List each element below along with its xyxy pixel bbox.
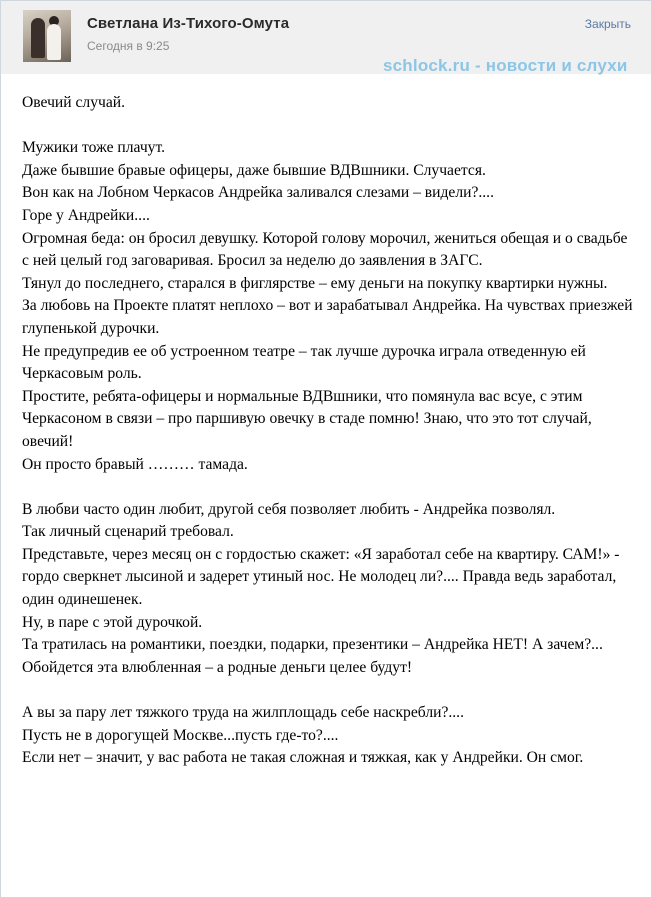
post-line: Огромная беда: он бросил девушку. Которой голову морочил, жениться обещая и о свадьбе с ней целый год заговаривая. Бросил за неделю до заявления в ЗАГС. [22, 229, 628, 270]
author-avatar[interactable] [23, 10, 71, 62]
author-name-link[interactable]: Светлана Из-Тихого-Омута [87, 15, 290, 32]
post-line: Он просто бравый ……… тамада. [22, 455, 248, 473]
post-line: Представьте, через месяц он с гордостью скажет: «Я заработал себе на квартиру. САМ!» - гордо сверкнет лысиной и задерет утиный нос. Не молодец ли?.... Правда ведь заработал, один одинешенек. [22, 545, 620, 609]
avatar-figure-right [47, 24, 61, 60]
post-title: Овечий случай. [22, 94, 126, 111]
post-line: Если нет – значит, у вас работа не такая сложная и тяжкая, как у Андрейки. Он смог. [22, 749, 584, 767]
post-line: А вы за пару лет тяжкого труда на жилплощадь себе наскребли?.... [22, 704, 464, 722]
avatar-figure-left [31, 18, 45, 58]
post-line: За любовь на Проекте платят неплохо – вот и зарабатывал Андрейка. На чувствах приезжей глупенькой дурочки. [22, 297, 633, 337]
post-line: Ну, в паре с этой дурочкой. [22, 613, 203, 631]
post-body [22, 92, 634, 770]
paragraph-gap [22, 115, 634, 138]
paragraph-gap [22, 679, 634, 702]
post-line: В любви часто один любит, другой себя позволяет любить - Андрейка позволял. [22, 500, 556, 518]
post-line: Пусть не в дорогущей Москве...пусть где-то?.... [22, 726, 339, 744]
post-line: Вон как на Лобном Черкасов Андрейка заливался слезами – видели?.... [22, 184, 494, 202]
post-line: Обойдется эта влюбленная – а родные деньги целее будут! [22, 658, 413, 676]
post-line: Не предупредив ее об устроенном театре – так лучше дурочка играла отведенную ей Черкасовым роль. [22, 342, 586, 383]
close-link[interactable]: Закрыть [584, 17, 631, 31]
post-timestamp[interactable]: Сегодня в 9:25 [87, 39, 170, 53]
paragraph-gap [22, 476, 634, 499]
post-line: Горе у Андрейки.... [22, 206, 150, 224]
post-line: Та тратилась на романтики, поездки, подарки, презентики – Андрейка НЕТ! А зачем?... [22, 636, 603, 654]
post-line: Тянул до последнего, старался в фиглярстве – ему деньги на покупку квартирки нужны. [22, 274, 608, 292]
post-line: Даже бывшие бравые офицеры, даже бывшие ВДВшники. Случается. [22, 161, 486, 179]
post-line: Простите, ребята-офицеры и нормальные ВДВшники, что помянула вас всуе, с этим Черкасоном в связи – про паршивую овечку в стаде помню! Знаю, что это тот случай, овечий! [22, 387, 592, 450]
site-watermark: schlock.ru - новости и слухи [383, 56, 628, 75]
post-line: Мужики тоже плачут. [22, 139, 166, 157]
post-line: Так личный сценарий требовал. [22, 523, 234, 541]
